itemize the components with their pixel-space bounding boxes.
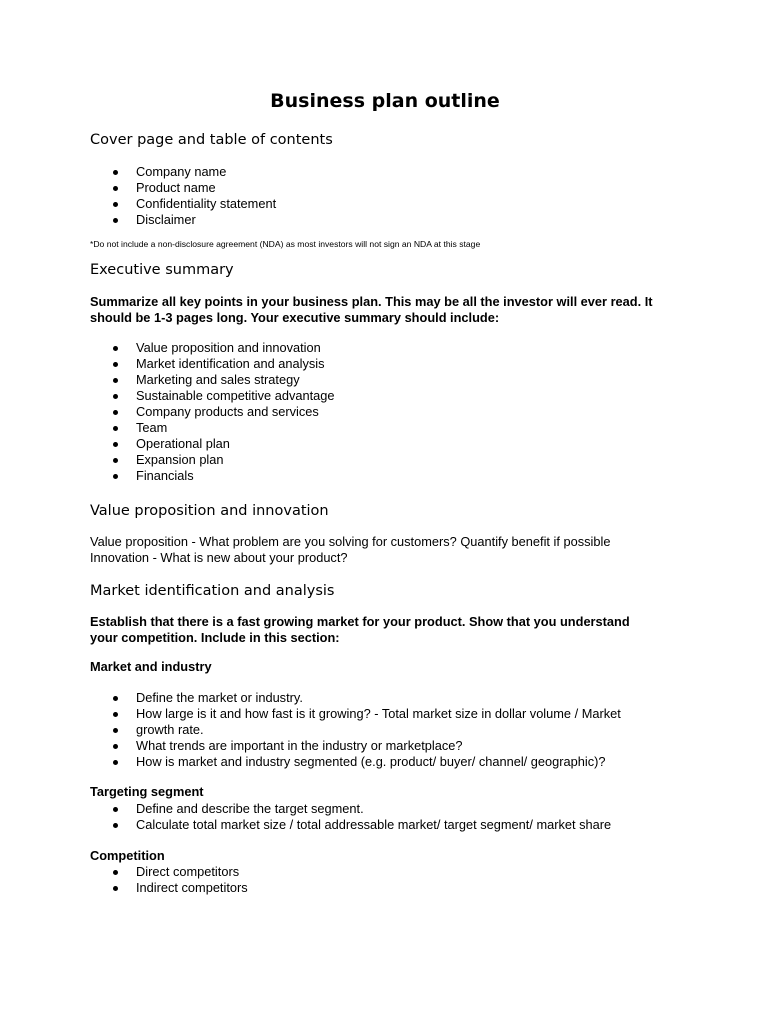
bullet-icon <box>113 218 118 223</box>
subheading-competition: Competition <box>90 848 165 863</box>
cover-list <box>90 164 680 228</box>
list-item: Define the market or industry. <box>90 690 680 706</box>
list-item: Direct competitors <box>90 864 680 880</box>
list-item: Financials <box>90 468 680 484</box>
exec-list <box>90 340 680 484</box>
subheading-market-industry: Market and industry <box>90 659 212 674</box>
bullet-icon <box>113 474 118 479</box>
list-item: Marketing and sales strategy <box>90 372 680 388</box>
value-line-1: Value proposition - What problem are you solving for customers? Quantify benefit if possible <box>90 534 611 549</box>
list-item: Company name <box>90 164 680 180</box>
list-item: Expansion plan <box>90 452 680 468</box>
bullet-icon <box>113 442 118 447</box>
subheading-targeting-segment: Targeting segment <box>90 784 204 799</box>
bullet-icon <box>113 362 118 367</box>
value-line-2: Innovation - What is new about your product? <box>90 550 348 565</box>
list-item: Define and describe the target segment. <box>90 801 680 817</box>
market-intro-line-1: Establish that there is a fast growing market for your product. Show that you understand <box>90 614 630 629</box>
list-item: Calculate total market size / total addressable market/ target segment/ market share <box>90 817 680 833</box>
list-item: growth rate. <box>90 722 680 738</box>
list-item: Product name <box>90 180 680 196</box>
heading-cover: Cover page and table of contents <box>90 132 333 148</box>
list-item: Confidentiality statement <box>90 196 680 212</box>
list-item: Team <box>90 420 680 436</box>
bullet-icon <box>113 886 118 891</box>
heading-market-analysis: Market identification and analysis <box>90 583 335 599</box>
targeting-list <box>90 801 680 833</box>
bullet-icon <box>113 410 118 415</box>
market-intro-line-2: your competition. Include in this section: <box>90 630 340 645</box>
list-item: What trends are important in the industry or marketplace? <box>90 738 680 754</box>
bullet-icon <box>113 712 118 717</box>
bullet-icon <box>113 426 118 431</box>
page-title: Business plan outline <box>270 90 500 112</box>
list-item: How large is it and how fast is it growing? - Total market size in dollar volume / Market <box>90 706 680 722</box>
bullet-icon <box>113 346 118 351</box>
bullet-icon <box>113 202 118 207</box>
heading-value-proposition: Value proposition and innovation <box>90 503 329 519</box>
exec-intro-line-1: Summarize all key points in your business plan. This may be all the investor will ever read. It <box>90 294 653 309</box>
bullet-icon <box>113 870 118 875</box>
nda-note: *Do not include a non-disclosure agreement (NDA) as most investors will not sign an NDA at this stage <box>90 239 481 249</box>
heading-executive-summary: Executive summary <box>90 262 234 278</box>
bullet-icon <box>113 186 118 191</box>
list-item: Indirect competitors <box>90 880 680 896</box>
bullet-icon <box>113 458 118 463</box>
list-item: Value proposition and innovation <box>90 340 680 356</box>
market-industry-list <box>90 690 680 770</box>
bullet-icon <box>113 696 118 701</box>
list-item: Sustainable competitive advantage <box>90 388 680 404</box>
bullet-icon <box>113 807 118 812</box>
competition-list <box>90 864 680 896</box>
exec-intro-line-2: should be 1-3 pages long. Your executive summary should include: <box>90 310 500 325</box>
list-item: Company products and services <box>90 404 680 420</box>
bullet-icon <box>113 728 118 733</box>
list-item: Market identification and analysis <box>90 356 680 372</box>
bullet-icon <box>113 823 118 828</box>
bullet-icon <box>113 394 118 399</box>
list-item: Disclaimer <box>90 212 680 228</box>
list-item: Operational plan <box>90 436 680 452</box>
bullet-icon <box>113 170 118 175</box>
bullet-icon <box>113 744 118 749</box>
bullet-icon <box>113 760 118 765</box>
list-item: How is market and industry segmented (e.g. product/ buyer/ channel/ geographic)? <box>90 754 680 770</box>
bullet-icon <box>113 378 118 383</box>
